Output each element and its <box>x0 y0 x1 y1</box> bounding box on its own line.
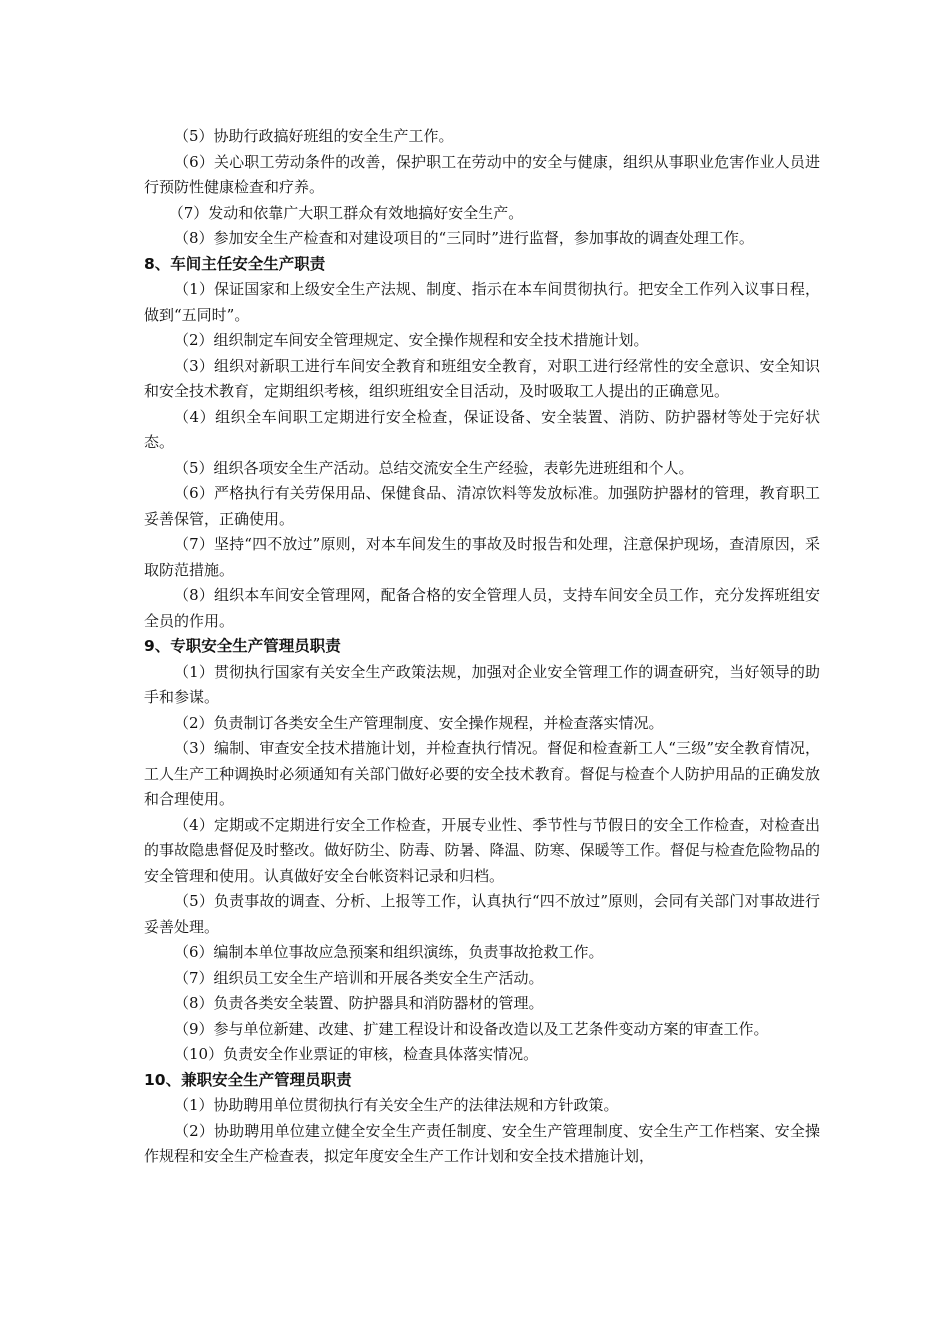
paragraph: （8）参加安全生产检查和对建设项目的“三同时”进行监督，参加事故的调查处理工作。 <box>174 229 754 247</box>
paragraph: （6）关心职工劳动条件的改善，保护职工在劳动中的安全与健康，组织从事职业危害作业人员进行预防性健康检查和疗养。 <box>144 152 820 196</box>
paragraph: （1）贯彻执行国家有关安全生产政策法规，加强对企业安全管理工作的调查研究，当好领导的助手和参谋。 <box>144 662 820 706</box>
paragraph: （8）负责各类安全装置、防护器具和消防器材的管理。 <box>174 994 544 1012</box>
section-heading: 8、车间主任安全生产职责 <box>144 254 326 273</box>
paragraph: （2）组织制定车间安全管理规定、安全操作规程和安全技术措施计划。 <box>174 331 649 349</box>
paragraph: （8）组织本车间安全管理网，配备合格的安全管理人员，支持车间安全员工作，充分发挥班组安全员的作用。 <box>144 586 820 630</box>
paragraph: （10）负责安全作业票证的审核，检查具体落实情况。 <box>174 1045 539 1063</box>
paragraph: （1）协助聘用单位贯彻执行有关安全生产的法律法规和方针政策。 <box>174 1096 619 1114</box>
section-heading: 10、兼职安全生产管理员职责 <box>144 1070 352 1089</box>
paragraph: （4）定期或不定期进行安全工作检查，开展专业性、季节性与节假日的安全工作检查，对检查出的事故隐患督促及时整改。做好防尘、防毒、防暑、降温、防寒、保暖等工作。督促与检查危险物品的安全管理和使用。认真做好安全台帐资料记录和归档。 <box>144 815 820 885</box>
paragraph: （5）协助行政搞好班组的安全生产工作。 <box>174 127 454 145</box>
paragraph: （2）负责制订各类安全生产管理制度、安全操作规程，并检查落实情况。 <box>174 713 664 732</box>
paragraph: （5）组织各项安全生产活动。总结交流安全生产经验，表彰先进班组和个人。 <box>174 458 694 477</box>
paragraph: （2）协助聘用单位建立健全安全生产责任制度、安全生产管理制度、安全生产工作档案、安全操作规程和安全生产检查表，拟定年度安全生产工作计划和安全技术措施计划， <box>144 1121 820 1165</box>
paragraph: （4）组织全车间职工定期进行安全检查，保证设备、安全装置、消防、防护器材等处于完好状态。 <box>144 407 820 451</box>
paragraph: （5）负责事故的调查、分析、上报等工作，认真执行“四不放过”原则，会同有关部门对事故进行妥善处理。 <box>144 892 820 936</box>
paragraph: （9）参与单位新建、改建、扩建工程设计和设备改造以及工艺条件变动方案的审查工作。 <box>174 1019 769 1038</box>
paragraph: （7）组织员工安全生产培训和开展各类安全生产活动。 <box>174 968 544 987</box>
paragraph: （7）坚持“四不放过”原则，对本车间发生的事故及时报告和处理，注意保护现场，查清原因，采取防范措施。 <box>144 535 820 579</box>
paragraph: （1）保证国家和上级安全生产法规、制度、指示在本车间贯彻执行。把安全工作列入议事日程，做到“五同时”。 <box>144 280 820 324</box>
paragraph: （7）发动和依靠广大职工群众有效地搞好安全生产。 <box>168 203 524 222</box>
paragraph: （6）编制本单位事故应急预案和组织演练，负责事故抢救工作。 <box>174 943 604 961</box>
document-body <box>144 124 820 1170</box>
paragraph: （3）编制、审查安全技术措施计划，并检查执行情况。督促和检查新工人“三级”安全教育情况，工人生产工种调换时必须通知有关部门做好必要的安全技术教育。督促与检查个人防护用品的正确发放和合理使用。 <box>144 739 820 808</box>
paragraph: （3）组织对新职工进行车间安全教育和班组安全教育，对职工进行经常性的安全意识、安全知识和安全技术教育，定期组织考核，组织班组安全目活动，及时吸取工人提出的正确意见。 <box>144 356 820 400</box>
paragraph: （6）严格执行有关劳保用品、保健食品、清凉饮料等发放标准。加强防护器材的管理，教育职工妥善保管，正确使用。 <box>144 484 820 528</box>
section-heading: 9、专职安全生产管理员职责 <box>144 637 341 655</box>
